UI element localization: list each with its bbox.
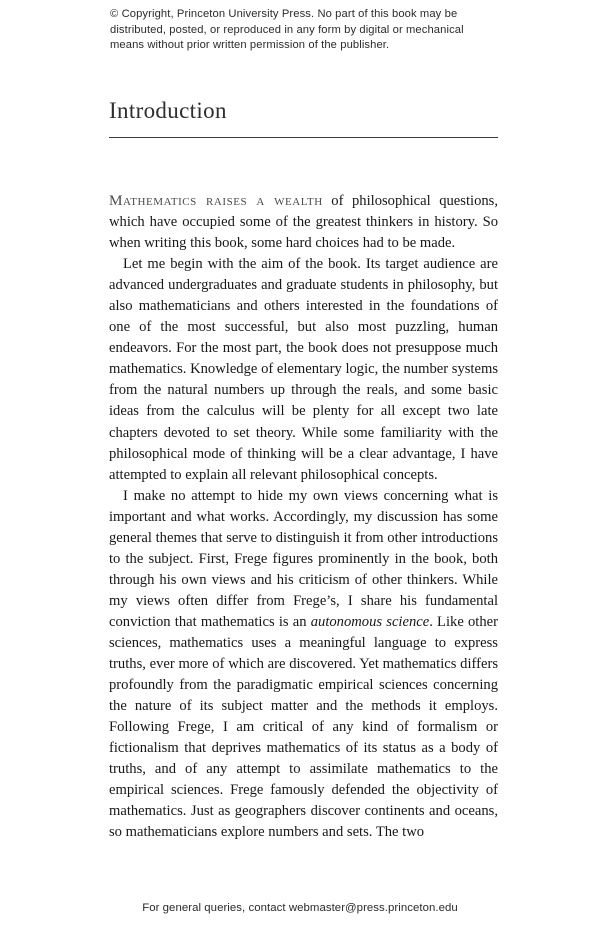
- footer-queries: For general queries, contact webmaster@press.princeton.edu: [142, 902, 458, 914]
- paragraph-2: [109, 254, 498, 486]
- page-title: Introduction: [109, 98, 227, 123]
- paragraph-2-text: Let me begin with the aim of the book. Its target audience are advanced undergraduates and graduate students in philosophy, but also mathematicians and others interested in the foundations of one of the most successful, but also most puzzling, human endeavors. For the most part, the book does not presuppose much mathematics. Knowledge of elementary logic, the number systems from the natural numbers up through the reals, and some basic ideas from the calculus will be plenty for all except two late chapters devoted to set theory. While some familiarity with the philosophical mode of thinking will be a clear advantage, I have attempted to explain all relevant philosophical concepts.: [109, 256, 498, 483]
- emphasis-autonomous-science: autonomous science: [310, 613, 430, 630]
- opening-smallcaps: Mathematics raises a wealth: [109, 192, 323, 209]
- paragraph-1-text: of philosophical questions, which have occupied some of the greatest thinkers in history. So when writing this book, some hard choices had to be made.: [109, 193, 498, 252]
- heading-divider: [109, 137, 498, 138]
- paragraph-3-text-part-1: I make no attempt to hide my own views concerning what is important and what works. Accordingly, my discussion has some general themes that serve to distinguish it from other introductions to the subject. First, Frege figures prominently in the book, both through his own views and his criticism of other thinkers. While my views often differ from Frege’s, I share his fundamental conviction that mathematics is an: [109, 487, 498, 630]
- paragraph-1: [109, 190, 498, 254]
- copyright-notice: © Copyright, Princeton University Press. No part of this book may be distributed, posted, or reproduced in any form by digital or mechanical means without prior written permission of the publisher.: [110, 8, 464, 52]
- paragraph-3-text-part-2: . Like other sciences, mathematics uses a meaningful language to express truths, ever more of which are discovered. Yet mathematics differs profoundly from the paradigmatic empirical sciences concerning the nature of its subject matter and the methods it employs. Following Frege, I am critical of any kind of formalism or fictionalism that deprives mathematics of its status as a body of truths, and of any attempt to assimilate mathematics to the empirical sciences. Frege famously defended the objectivity of mathematics. Just as geographers discover continents and oceans, so mathematicians explore numbers and sets. The two: [109, 613, 498, 841]
- paragraph-3: [109, 486, 498, 844]
- body-text: [109, 190, 498, 843]
